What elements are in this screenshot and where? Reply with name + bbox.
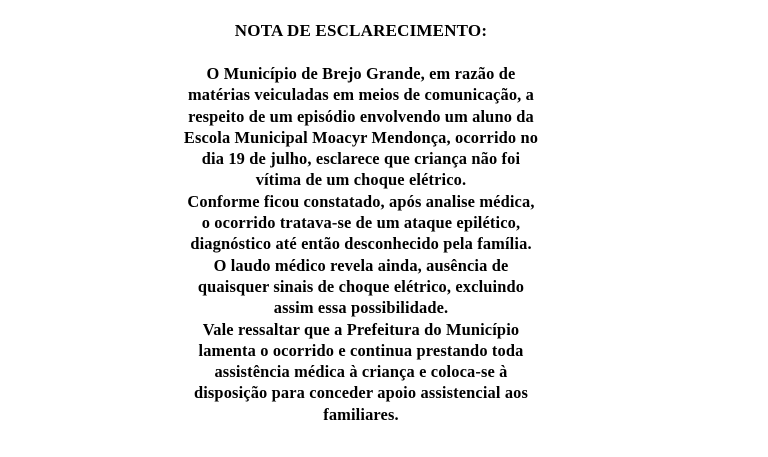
body-line: assistência médica à criança e coloca-se à (214, 362, 508, 382)
body-line: familiares. (323, 404, 399, 424)
body-line: assim essa possibilidade. (273, 298, 449, 318)
body-line: quaisquer sinais de choque elétrico, excluindo (197, 276, 525, 296)
body-line: diagnóstico até então desconhecido pela família. (190, 234, 532, 254)
body-line: o ocorrido tratava-se de um ataque epilético, (201, 213, 521, 233)
body-line: Vale ressaltar que a Prefeitura do Município (202, 319, 520, 339)
body-line: dia 19 de julho, esclarece que criança não foi (201, 149, 521, 169)
body-line: respeito de um episódio envolvendo um aluno da (188, 106, 534, 126)
body-line: vítima de um choque elétrico. (255, 170, 467, 190)
body-line: Conforme ficou constatado, após analise médica, (187, 191, 535, 211)
body-line: matérias veiculadas em meios de comunicação, a (187, 85, 535, 105)
document-title: NOTA DE ESCLARECIMENTO: (234, 21, 488, 40)
body-line: lamenta o ocorrido e continua prestando toda (198, 340, 524, 360)
document-body (0, 63, 722, 425)
body-line: O Município de Brejo Grande, em razão de (206, 64, 516, 83)
body-line: disposição para conceder apoio assistencial aos (193, 383, 529, 403)
body-line: O laudo médico revela ainda, ausência de (213, 255, 509, 275)
body-line: Escola Municipal Moacyr Mendonça, ocorrido no (183, 127, 539, 147)
